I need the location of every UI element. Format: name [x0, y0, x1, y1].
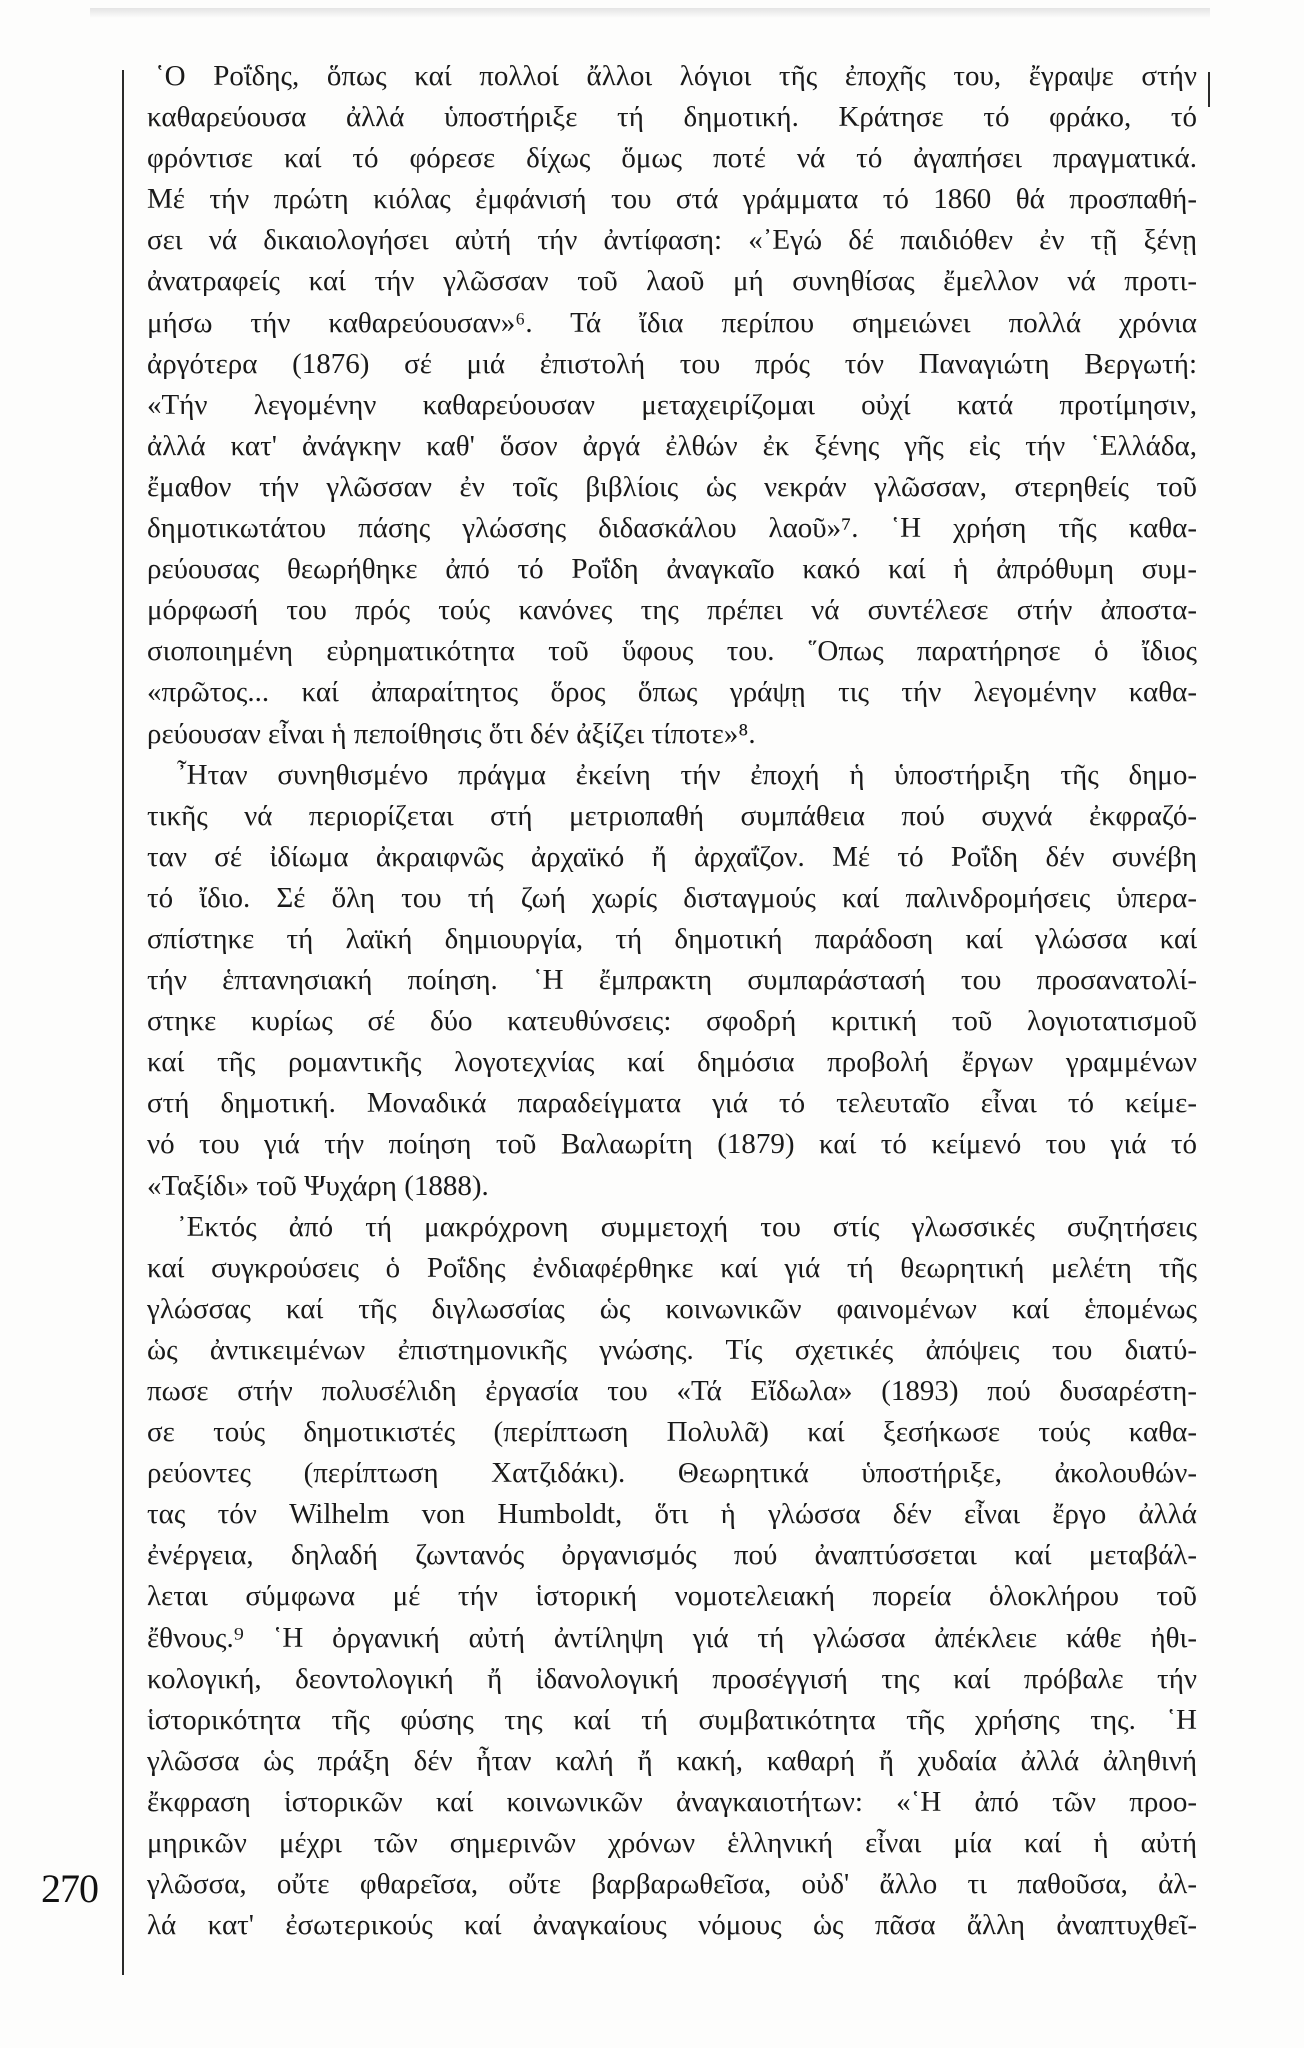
text-line: πωσε στήν πολυσέλιδη ἐργασία του «Τά Εἴδωλα» (1893) πού δυσαρέστη- [147, 1375, 1197, 1407]
text-line: σει νά δικαιολογήσει αὐτή τήν ἀντίφαση: «᾿Εγώ δέ παιδιόθεν ἐν τῇ ξένῃ [147, 224, 1197, 257]
text-line: ρεύουσαν εἶναι ἡ πεποίθησις ὅτι δέν ἀξίζει τίποτε»⁸. [147, 717, 756, 750]
text-line: δημοτικωτάτου πάσης γλώσσης διδασκάλου λαοῦ»⁷. ῾Η χρήση τῆς καθα- [147, 512, 1197, 545]
text-line: ὡς ἀντικειμένων ἐπιστημονικῆς γνώσης. Τίς σχετικές ἀπόψεις του διατύ- [147, 1333, 1197, 1366]
text-line: καθαρεύουσα ἀλλά ὑποστήριξε τή δημοτική. Κράτησε τό φράκο, τό [147, 101, 1197, 134]
text-line: σπίστηκε τή λαϊκή δημιουργία, τή δημοτική παράδοση καί γλώσσα καί [147, 922, 1197, 955]
body-text [147, 56, 1197, 1946]
text-line: ἔμαθον τήν γλῶσσαν ἐν τοῖς βιβλίοις ὡς νεκράν γλῶσσαν, στερηθείς τοῦ [147, 470, 1197, 503]
text-line: λεται σύμφωνα μέ τήν ἱστορική νομοτελειακή πορεία ὁλοκλήρου τοῦ [147, 1580, 1197, 1613]
text-line: ᾿Εκτός ἀπό τή μακρόχρονη συμμετοχή του στίς γλωσσικές συζητήσεις [177, 1210, 1197, 1243]
text-line: τήν ἑπτανησιακή ποίηση. ῾Η ἔμπρακτη συμπαράστασή του προσανατολί- [147, 964, 1197, 997]
text-line: ἀλλά κατ' ἀνάγκην καθ' ὅσον ἀργά ἐλθών ἐκ ξένης γῆς εἰς τήν ῾Ελλάδα, [147, 429, 1197, 462]
text-line: τας τόν Wilhelm von Humboldt, ὅτι ἡ γλώσσα δέν εἶναι ἔργο ἀλλά [147, 1498, 1197, 1531]
text-line: ἀργότερα (1876) σέ μιά ἐπιστολή του πρός τόν Παναγιώτη Βεργωτή: [147, 347, 1197, 380]
right-margin-rule [1208, 72, 1210, 107]
text-line: μόρφωσή του πρός τούς κανόνες της πρέπει νά συντέλεσε στήν ἀποστα- [147, 594, 1197, 627]
text-line: ρεύοντες (περίπτωση Χατζιδάκι). Θεωρητικά ὑποστήριξε, ἀκολουθών- [147, 1457, 1197, 1490]
page-top-shadow [90, 8, 1210, 18]
text-line: ταν σέ ἰδίωμα ἀκραιφνῶς ἀρχαϊκό ἤ ἀρχαΐζον. Μέ τό Ροΐδη δέν συνέβη [147, 840, 1197, 873]
text-line: στηκε κυρίως σέ δύο κατευθύνσεις: σφοδρή κριτική τοῦ λογιοτατισμοῦ [147, 1005, 1197, 1038]
text-line: ῏Ηταν συνηθισμένο πράγμα ἐκείνη τήν ἐποχή ἡ ὑποστήριξη τῆς δημο- [177, 758, 1197, 791]
text-line: ῾Ο Ροΐδης, ὅπως καί πολλοί ἄλλοι λόγιοι τῆς ἐποχῆς του, ἔγραψε στήν [155, 60, 1197, 92]
text-line: ἱστορικότητα τῆς φύσης της καί τή συμβατικότητα τῆς χρήσης της. ῾Η [147, 1703, 1197, 1736]
text-line: καί συγκρούσεις ὁ Ροΐδης ἐνδιαφέρθηκε καί γιά τή θεωρητική μελέτη τῆς [147, 1251, 1197, 1284]
text-line: ρεύουσας θεωρήθηκε ἀπό τό Ροΐδη ἀναγκαῖο κακό καί ἡ ἀπρόθυμη συμ- [147, 553, 1197, 586]
text-line: ἀνατραφείς καί τήν γλῶσσαν τοῦ λαοῦ μή συνηθίσας ἔμελλον νά προτι- [147, 265, 1197, 298]
left-margin-rule [122, 70, 124, 1975]
text-line: Μέ τήν πρώτη κιόλας ἐμφάνισή του στά γράμματα τό 1860 θά προσπαθή- [147, 183, 1197, 216]
text-line: σε τούς δημοτικιστές (περίπτωση Πολυλᾶ) καί ξεσήκωσε τούς καθα- [147, 1416, 1197, 1449]
text-line: «Ταξίδι» τοῦ Ψυχάρη (1888). [147, 1169, 489, 1202]
text-line: στή δημοτική. Μοναδικά παραδείγματα γιά τό τελευταῖο εἶναι τό κείμε- [147, 1087, 1197, 1120]
text-line: μηρικῶν μέχρι τῶν σημερινῶν χρόνων ἑλληνική εἶναι μία καί ἡ αὐτή [147, 1827, 1197, 1860]
text-line: γλῶσσα, οὔτε φθαρεῖσα, οὔτε βαρβαρωθεῖσα, οὐδ' ἄλλο τι παθοῦσα, ἀλ- [147, 1868, 1197, 1901]
text-line: λά κατ' ἐσωτερικούς καί ἀναγκαίους νόμους ὡς πᾶσα ἄλλη ἀναπτυχθεῖ- [147, 1909, 1197, 1942]
text-line: κολογική, δεοντολογική ἤ ἰδανολογική προσέγγισή της καί πρόβαλε τήν [147, 1662, 1197, 1695]
text-line: ἔθνους.⁹ ῾Η ὀργανική αὐτή ἀντίληψη γιά τή γλώσσα ἀπέκλειε κάθε ἠθι- [147, 1621, 1197, 1654]
text-line: «πρῶτος... καί ἀπαραίτητος ὅρος ὅπως γράψῃ τις τήν λεγομένην καθα- [147, 676, 1197, 709]
text-line: γλῶσσα ὡς πράξη δέν ἦταν καλή ἤ κακή, καθαρή ἤ χυδαία ἀλλά ἀληθινή [147, 1744, 1197, 1777]
text-line: φρόντισε καί τό φόρεσε δίχως ὅμως ποτέ νά τό ἀγαπήσει πραγματικά. [147, 142, 1197, 175]
text-line: καί τῆς ρομαντικῆς λογοτεχνίας καί δημόσια προβολή ἔργων γραμμένων [147, 1046, 1197, 1079]
text-line: «Τήν λεγομένην καθαρεύουσαν μεταχειρίζομαι οὐχί κατά προτίμησιν, [147, 388, 1197, 421]
text-line: σιοποιημένη εὐρηματικότητα τοῦ ὕφους του. ῞Οπως παρατήρησε ὁ ἴδιος [147, 635, 1197, 668]
text-line: νό του γιά τήν ποίηση τοῦ Βαλαωρίτη (1879) καί τό κείμενό του γιά τό [147, 1128, 1197, 1161]
text-line: τό ἴδιο. Σέ ὅλη του τή ζωή χωρίς δισταγμούς καί παλινδρομήσεις ὑπερα- [147, 881, 1197, 914]
text-line: τικῆς νά περιορίζεται στή μετριοπαθή συμπάθεια πού συχνά ἐκφραζό- [147, 799, 1197, 832]
text-line: ἐνέργεια, δηλαδή ζωντανός ὀργανισμός πού ἀναπτύσσεται καί μεταβάλ- [147, 1539, 1197, 1572]
text-line: μήσω τήν καθαρεύουσαν»⁶. Τά ἴδια περίπου σημειώνει πολλά χρόνια [147, 306, 1197, 339]
text-line: ἔκφραση ἱστορικῶν καί κοινωνικῶν ἀναγκαιοτήτων: «῾Η ἀπό τῶν προο- [147, 1785, 1197, 1818]
page-number: 270 [41, 1866, 98, 1911]
text-line: γλώσσας καί τῆς διγλωσσίας ὡς κοινωνικῶν φαινομένων καί ἑπομένως [147, 1292, 1197, 1325]
